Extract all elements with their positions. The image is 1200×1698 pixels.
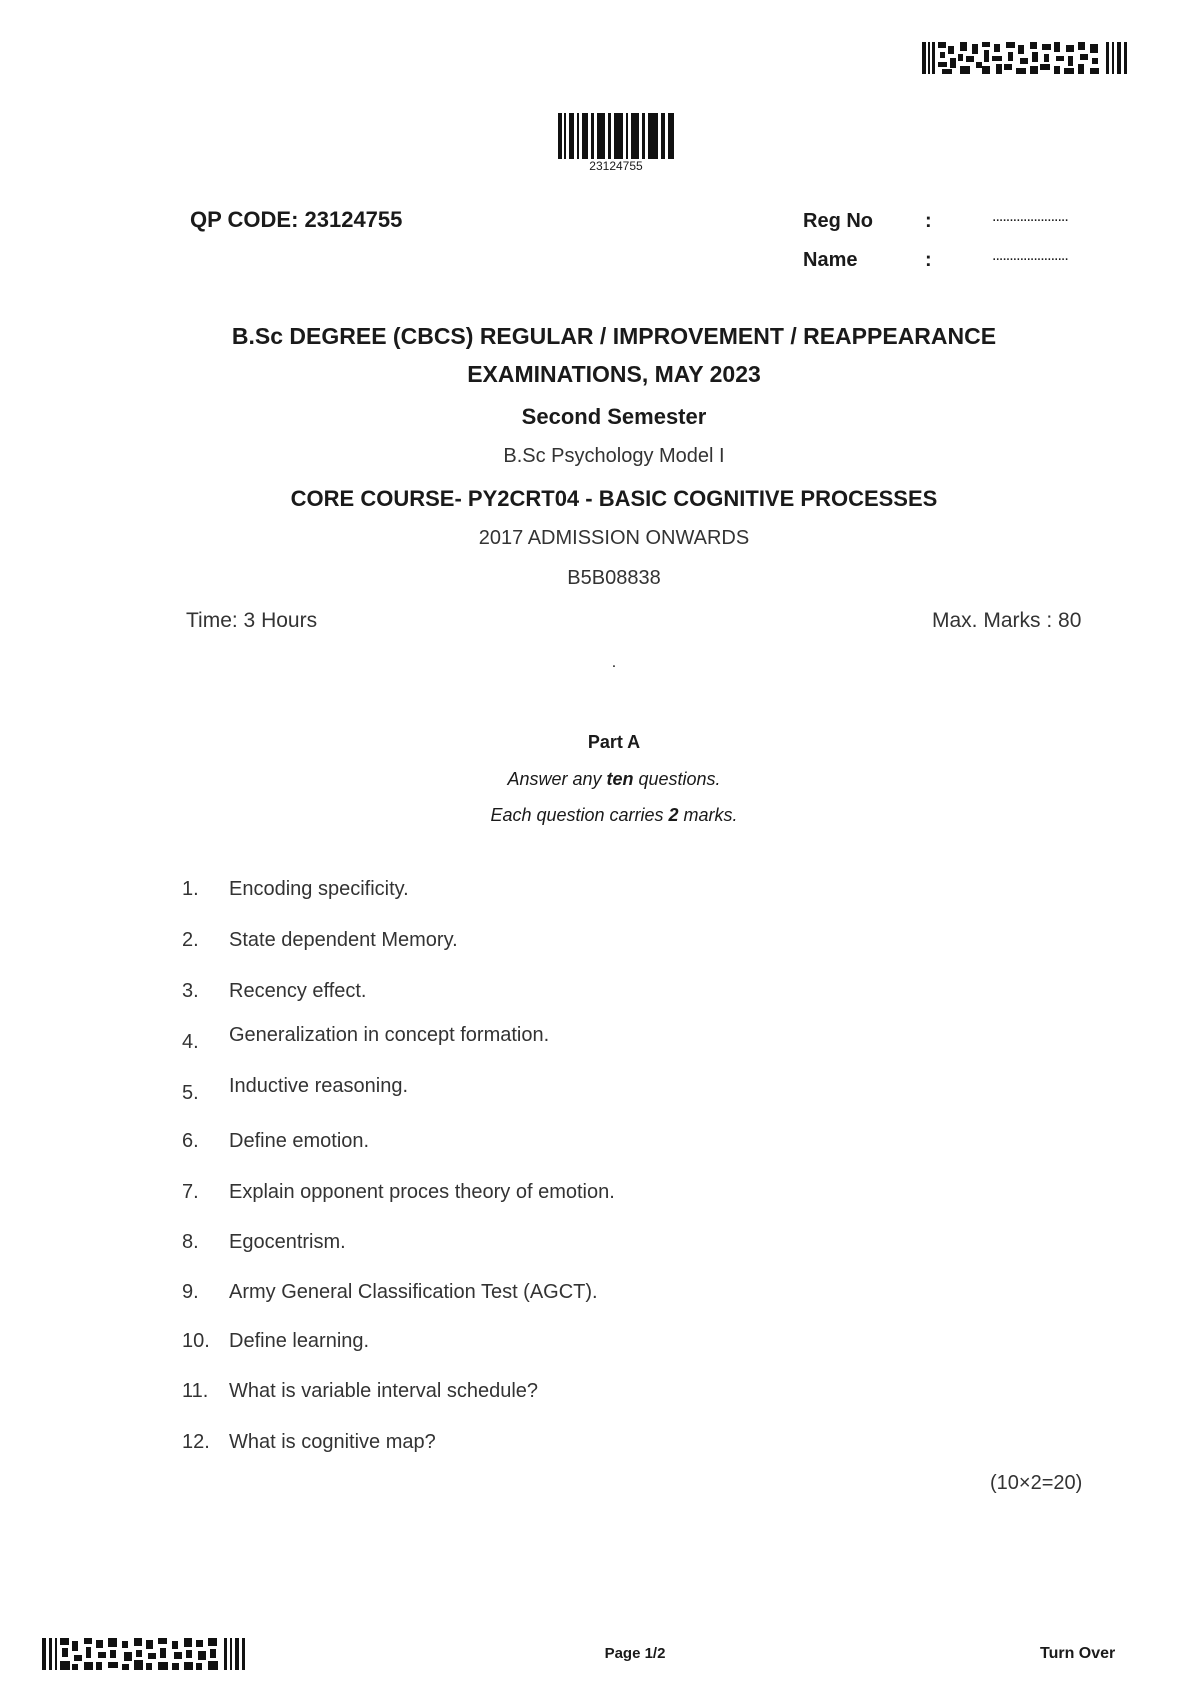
question-text: Define learning. xyxy=(229,1330,370,1352)
instruction-1-bold: ten xyxy=(606,769,634,789)
question-text: What is variable interval schedule? xyxy=(229,1380,539,1402)
instruction-2-post: marks. xyxy=(678,805,738,825)
question-text: Encoding specificity. xyxy=(229,878,409,900)
question-text: Generalization in concept formation. xyxy=(229,1024,550,1046)
question-number: 5. xyxy=(182,1082,199,1104)
question-text: Inductive reasoning. xyxy=(229,1075,409,1097)
turn-over: Turn Over xyxy=(1040,1645,1116,1662)
part-a-instruction-2 xyxy=(0,805,1200,826)
reg-no-colon: : xyxy=(925,210,932,232)
admission-note: 2017 ADMISSION ONWARDS xyxy=(478,527,750,549)
paper-code: B5B08838 xyxy=(567,567,661,589)
barcode-top-right xyxy=(922,42,1130,74)
question-number: 7. xyxy=(182,1181,199,1203)
instruction-1-pre: Answer any xyxy=(507,769,607,789)
page-number: Page 1/2 xyxy=(604,1645,666,1662)
question-number: 8. xyxy=(182,1231,199,1253)
exam-title-line2: EXAMINATIONS, MAY 2023 xyxy=(467,361,761,387)
question-text: Recency effect. xyxy=(229,980,367,1002)
exam-title-line1: B.Sc DEGREE (CBCS) REGULAR / IMPROVEMENT / REAPPEARANCE xyxy=(231,323,997,349)
question-number: 4. xyxy=(182,1031,199,1053)
barcode-number: 23124755 xyxy=(589,159,643,173)
question-number: 3. xyxy=(182,980,199,1002)
reg-no-field: ...................... xyxy=(992,208,1068,225)
part-a-instruction-1 xyxy=(0,769,1200,790)
part-a-title: Part A xyxy=(587,732,641,752)
question-number: 10. xyxy=(182,1330,210,1352)
name-colon: : xyxy=(925,249,932,271)
question-text: Explain opponent proces theory of emotion. xyxy=(229,1181,615,1203)
instruction-2-pre: Each question carries xyxy=(490,805,669,825)
question-number: 11. xyxy=(182,1380,209,1402)
question-text: State dependent Memory. xyxy=(229,929,458,951)
programme: B.Sc Psychology Model I xyxy=(503,445,725,467)
course-title: CORE COURSE- PY2CRT04 - BASIC COGNITIVE PROCESSES xyxy=(290,486,938,511)
question-number: 6. xyxy=(182,1130,199,1152)
instruction-2-bold: 2 xyxy=(668,805,679,825)
semester: Second Semester xyxy=(521,404,707,429)
question-text: Define emotion. xyxy=(229,1130,370,1152)
exam-time: Time: 3 Hours xyxy=(186,609,318,632)
qp-code: QP CODE: 23124755 xyxy=(190,207,403,232)
question-text: Army General Classification Test (AGCT). xyxy=(229,1281,598,1303)
barcode-center xyxy=(558,113,674,159)
reg-no-label: Reg No xyxy=(803,210,873,232)
part-a-marks-total: (10×2=20) xyxy=(990,1472,1083,1494)
max-marks: Max. Marks : 80 xyxy=(932,609,1082,632)
name-field: ...................... xyxy=(992,247,1068,264)
question-number: 12. xyxy=(182,1431,210,1453)
instruction-1-post: questions. xyxy=(633,769,721,789)
question-number: 9. xyxy=(182,1281,199,1303)
question-text: What is cognitive map? xyxy=(229,1431,436,1453)
name-label: Name xyxy=(803,249,858,271)
question-number: 2. xyxy=(182,929,199,951)
separator-dot: . xyxy=(611,654,617,671)
question-number: 1. xyxy=(182,878,199,900)
question-text: Egocentrism. xyxy=(229,1231,346,1253)
